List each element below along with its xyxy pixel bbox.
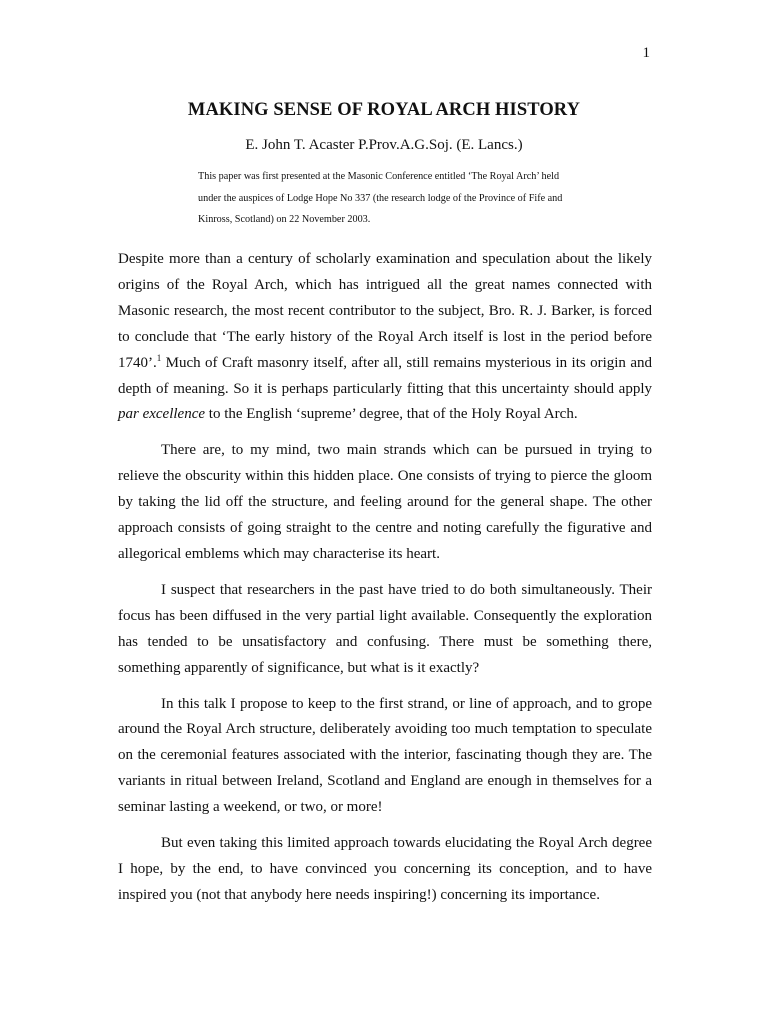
footnote-marker: 1 bbox=[156, 352, 162, 363]
paragraph-5: But even taking this limited approach towards elucidating the Royal Arch degree I hope, by the end, to have convinced you concerning its conception, and to have inspired you (not that anybody here needs inspiring!) concerning its importance. bbox=[118, 835, 652, 903]
author-line: E. John T. Acaster P.Prov.A.G.Soj. (E. Lancs.) bbox=[245, 137, 523, 153]
italic-phrase: par excellence bbox=[118, 406, 206, 423]
paragraph-1-part-b: Much of Craft masonry itself, after all, still remains mysterious in its origin and depth of meaning. So it is perhaps particularly fitting that this uncertainty should apply bbox=[118, 354, 652, 397]
presentation-note-line: under the auspices of Lodge Hope No 337 (the research lodge of the Province of Fife and bbox=[198, 192, 563, 204]
page-number: 1 bbox=[642, 45, 650, 61]
presentation-note-line: This paper was first presented at the Masonic Conference entitled ‘The Royal Arch’ held bbox=[198, 171, 560, 182]
paragraph-1 bbox=[118, 247, 652, 428]
paragraph-2: There are, to my mind, two main strands which can be pursued in trying to relieve the obscurity within this hidden place. One consists of trying to pierce the gloom by taking the lid off the structure, and feeling around for the general shape. The other approach consists of going straight to the centre and noting carefully the figurative and allegorical emblems which may characterise its heart. bbox=[118, 442, 652, 562]
paragraph-4: In this talk I propose to keep to the first strand, or line of approach, and to grope around the Royal Arch structure, deliberately avoiding too much temptation to speculate on the ceremonial features associated with the interior, fascinating though they are. The variants in ritual between Ireland, Scotland and England are enough in themselves for a seminar lasting a weekend, or two, or more! bbox=[118, 695, 652, 816]
paper-title: MAKING SENSE OF ROYAL ARCH HISTORY bbox=[187, 100, 581, 120]
paragraph-1-part-c: to the English ‘supreme’ degree, that of the Holy Royal Arch. bbox=[205, 406, 578, 423]
presentation-note-line: Kinross, Scotland) on 22 November 2003. bbox=[198, 214, 371, 225]
body-text bbox=[118, 247, 652, 919]
paragraph-3: I suspect that researchers in the past have tried to do both simultaneously. Their focus has been diffused in the very partial light available. Consequently the exploration has tended to be unsatisfactory and confusing. There must be something there, something apparently of significance, but what is it exactly? bbox=[118, 581, 652, 676]
presentation-note bbox=[198, 166, 578, 231]
paragraph-1-part-a: Despite more than a century of scholarly examination and speculation about the likely origins of the Royal Arch, which has intrigued all the great names connected with Masonic research, the most recent contributor to the subject, Bro. R. J. Barker, is forced to conclude that ‘The early history of the Royal Arch itself is lost in the period before 1740’. bbox=[118, 251, 652, 371]
